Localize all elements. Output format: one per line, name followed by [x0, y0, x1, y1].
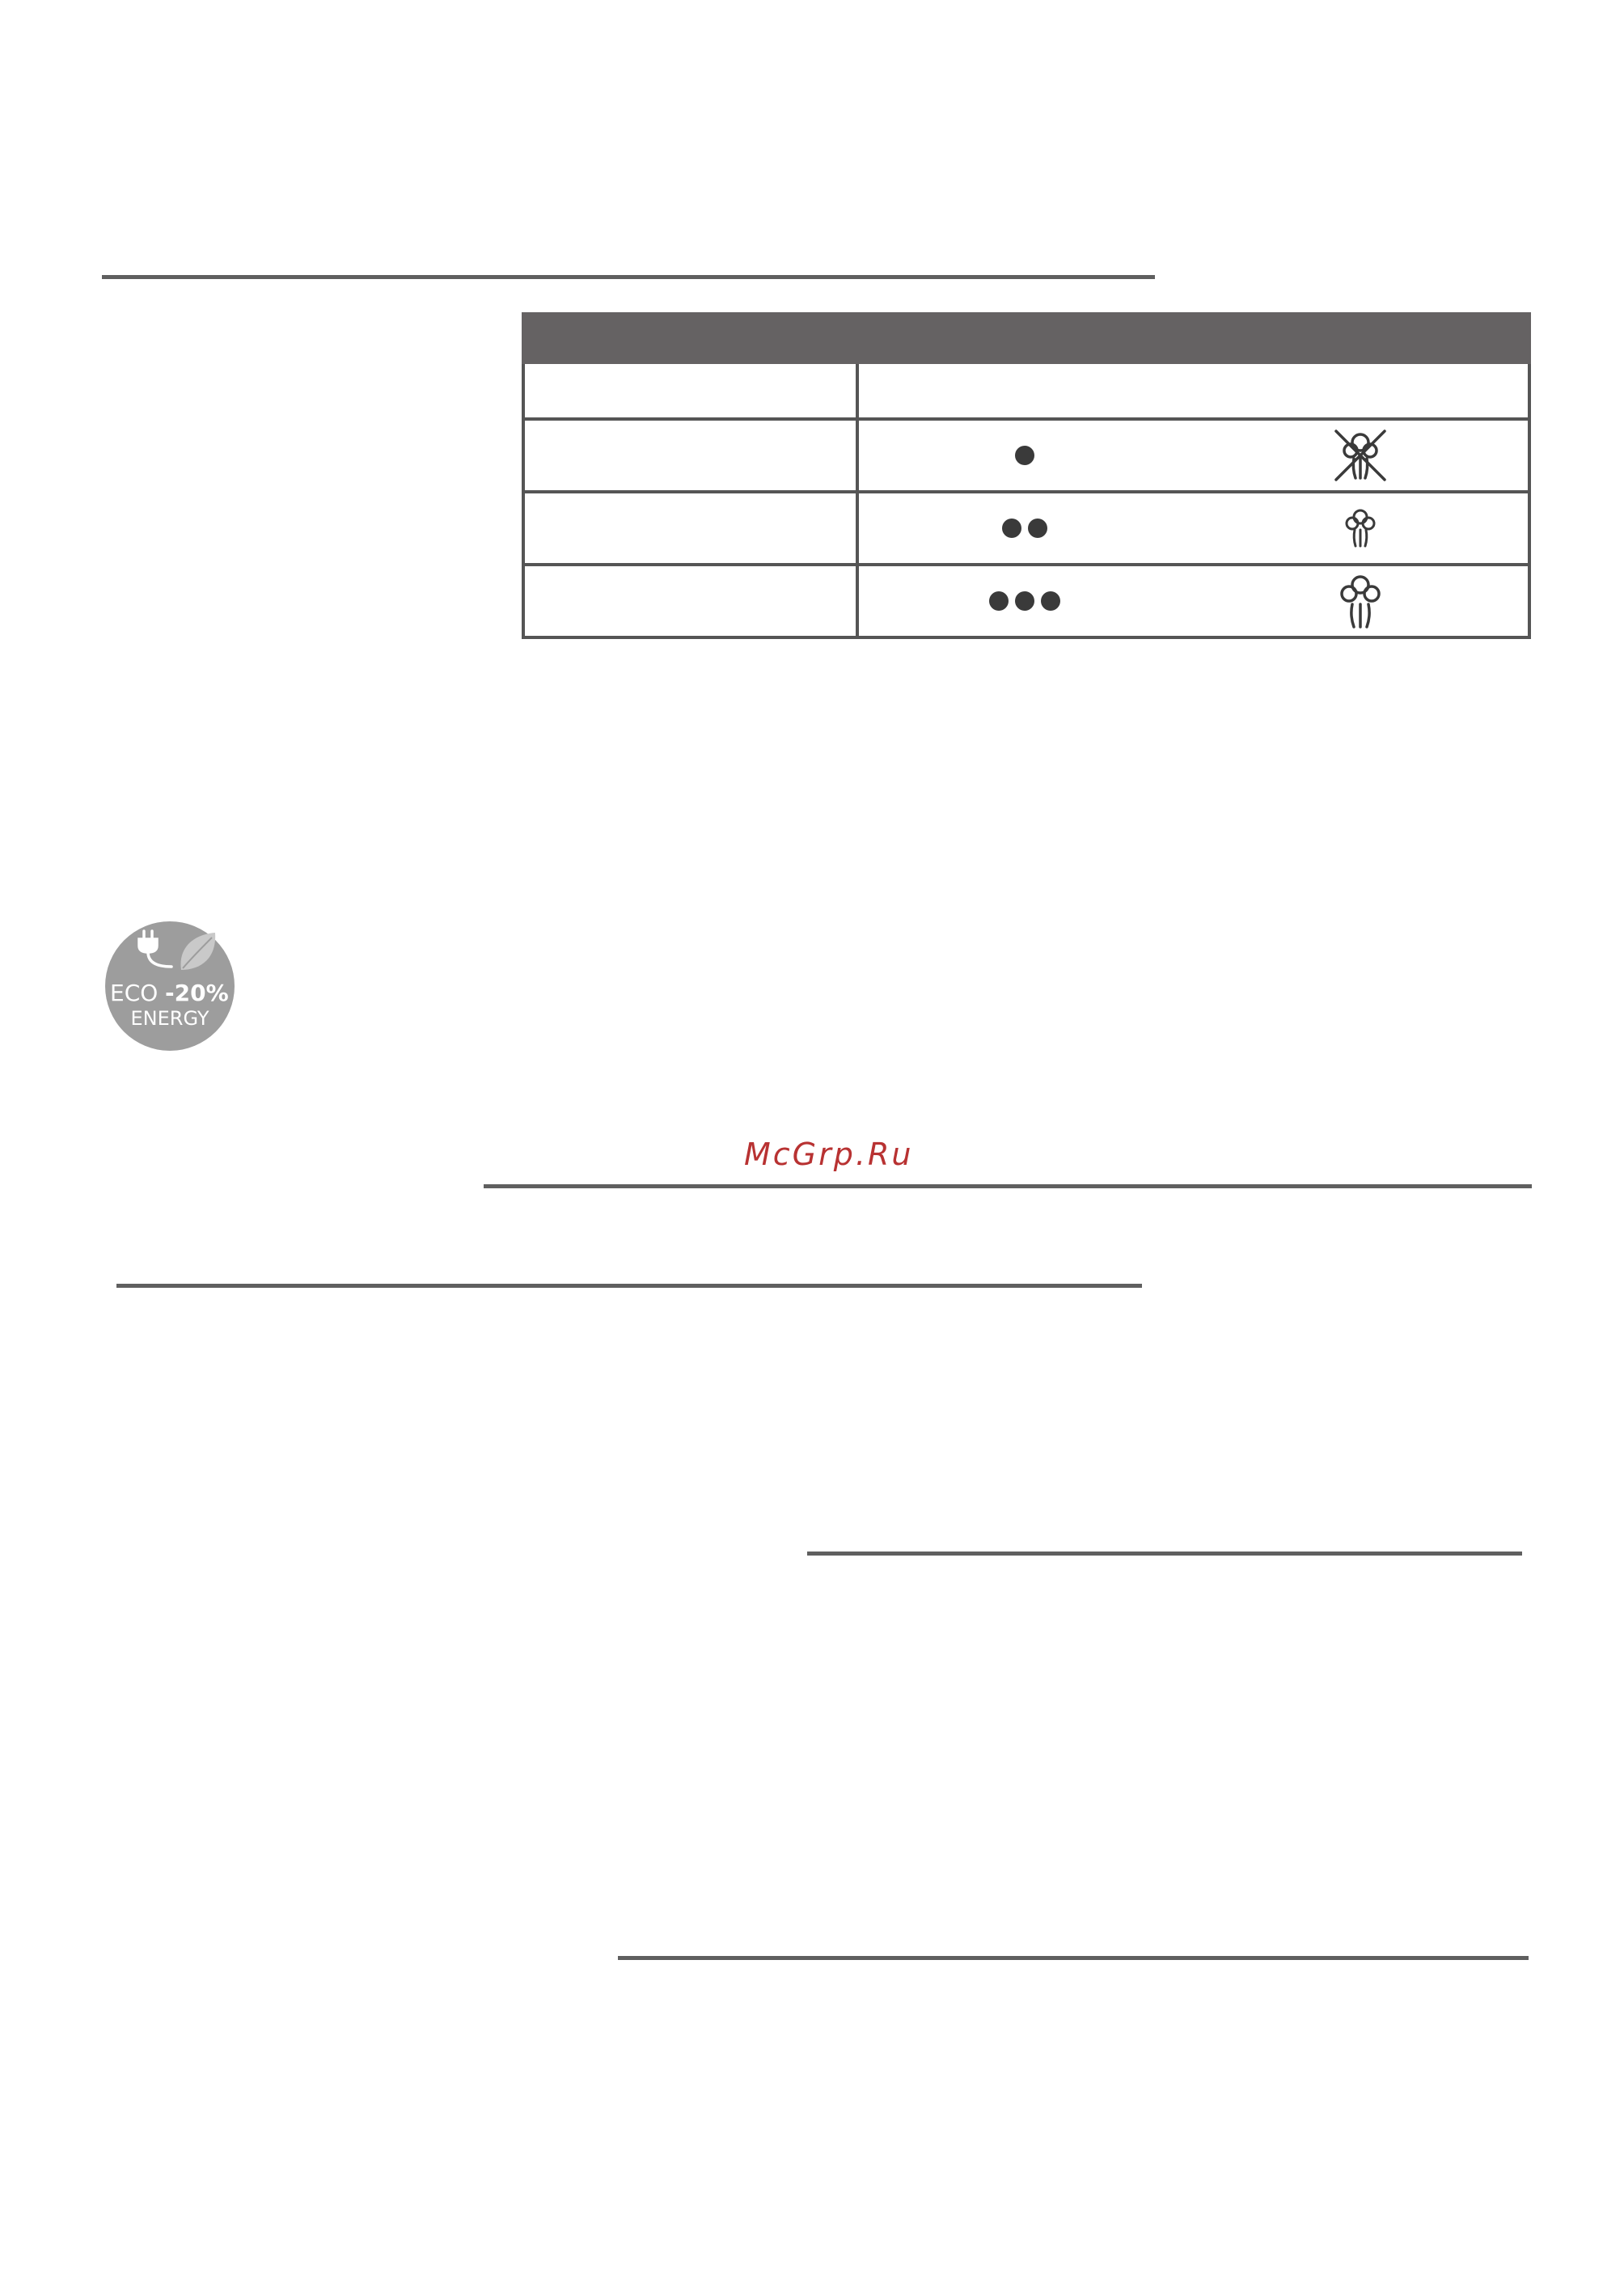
section-rule-top	[102, 275, 1155, 279]
table-row	[523, 565, 1529, 637]
level-dot	[1041, 591, 1060, 611]
steam-settings-table	[522, 312, 1531, 639]
section-rule-4	[807, 1552, 1522, 1556]
steam-medium-icon	[1338, 506, 1383, 551]
table-row	[523, 362, 1529, 419]
table-cell-label	[523, 362, 857, 419]
table-cell-value	[857, 362, 1529, 419]
watermark-text: McGrp.Ru	[744, 1137, 914, 1172]
level-dots-3	[989, 591, 1060, 611]
level-dots-1	[1015, 446, 1034, 465]
table-cell-level	[857, 492, 1529, 565]
table-row	[523, 492, 1529, 565]
level-dot	[989, 591, 1009, 611]
table-cell-level	[857, 565, 1529, 637]
level-dot	[1015, 446, 1034, 465]
table-row	[523, 419, 1529, 492]
eco-badge-percent: -20%	[165, 980, 229, 1006]
table-cell-level	[857, 419, 1529, 492]
table-cell-label	[523, 565, 857, 637]
eco-badge-word: ECO	[110, 980, 159, 1006]
table-header	[523, 314, 1529, 362]
section-rule-2	[484, 1184, 1532, 1188]
steam-high-icon	[1332, 572, 1389, 630]
section-rule-3	[116, 1284, 1142, 1288]
eco-badge-energy: ENERGY	[130, 1007, 209, 1030]
section-rule-5	[618, 1956, 1529, 1960]
level-dot	[1028, 519, 1047, 538]
eco-energy-badge	[104, 920, 236, 1052]
level-dot	[1002, 519, 1021, 538]
table-cell-label	[523, 492, 857, 565]
level-dots-2	[1002, 519, 1047, 538]
level-dot	[1015, 591, 1034, 611]
table-cell-label	[523, 419, 857, 492]
steam-off-icon	[1331, 426, 1389, 485]
